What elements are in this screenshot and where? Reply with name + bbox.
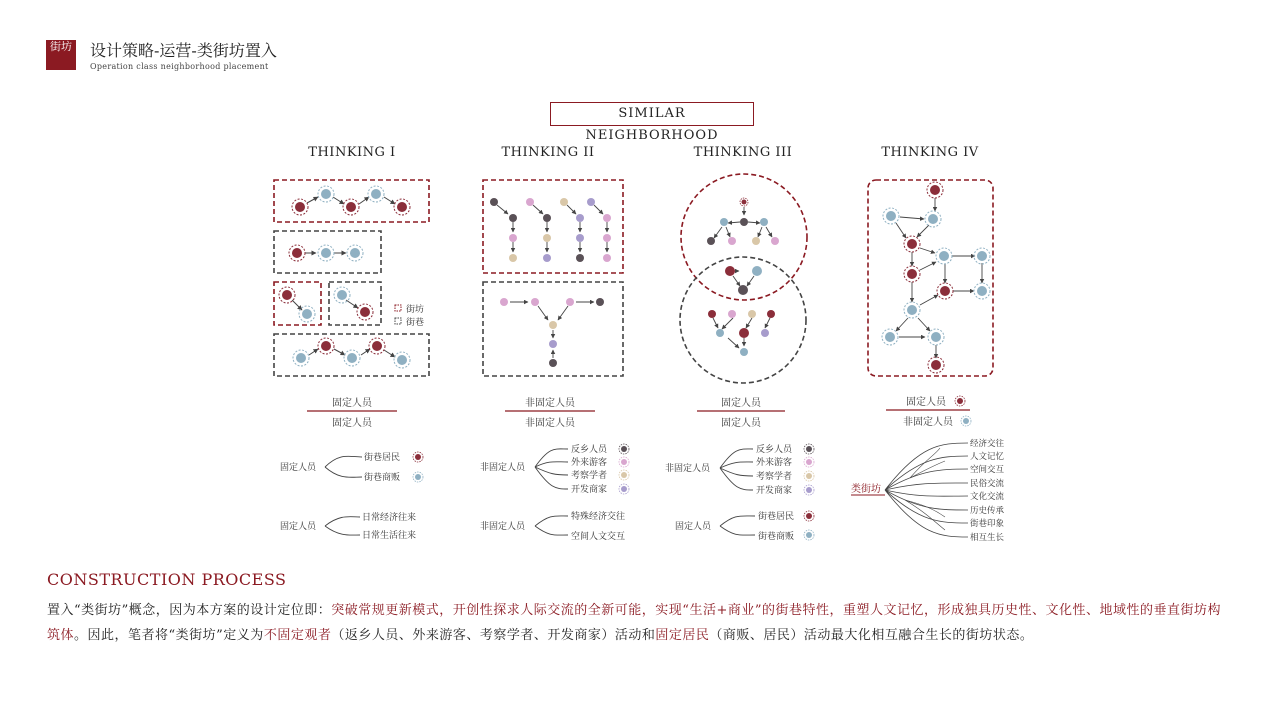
caption-2-bottom: 非固定人员: [525, 418, 575, 429]
tree-root: 类街坊: [851, 484, 881, 495]
para-seg: 。因此，笔者将“类街坊”定义为: [74, 628, 264, 643]
para-seg-highlight: 固定居民: [655, 628, 710, 643]
captions: [307, 395, 971, 429]
tree-leaf: 人文记忆: [970, 452, 1005, 462]
tree-leaf: 开发商家: [756, 486, 793, 496]
tree-leaf: 考察学者: [756, 472, 793, 482]
tree-leaf: 文化交流: [970, 492, 1005, 502]
construction-title: CONSTRUCTION PROCESS: [47, 570, 287, 589]
tree-leaf: 民俗交流: [970, 479, 1005, 489]
tree-leaf: 日常经济往来: [362, 513, 417, 523]
legend: [395, 303, 424, 328]
thinking-3-diagram: [680, 174, 807, 383]
tree-root: 固定人员: [675, 522, 712, 532]
caption-1-top: 固定人员: [332, 398, 372, 409]
tree-leaf: 外来游客: [756, 458, 793, 468]
construction-paragraph: [47, 598, 1232, 648]
thinking-4-title: THINKING IV: [881, 145, 979, 160]
tree-leaf: 空间人文交互: [571, 532, 626, 542]
square-circle: [681, 174, 807, 300]
caption-4-top: 固定人员: [906, 397, 946, 408]
page-title: 设计策略-运营-类街坊置入: [90, 41, 277, 60]
tree-1a: [280, 451, 423, 483]
para-seg-highlight: 不固定观者: [263, 628, 332, 643]
tree-leaf: 反乡人员: [756, 445, 793, 455]
similar-neighborhood-badge: SIMILAR NEIGHBORHOOD: [550, 102, 754, 126]
tree-3b: [675, 510, 814, 542]
para-seg: （返乡人员、外来游客、考察学者、开发商家）活动和: [331, 628, 656, 643]
tree-leaf: 经济交往: [970, 439, 1005, 449]
tree-leaf: 街巷居民: [758, 512, 795, 522]
tree-root: 固定人员: [280, 522, 317, 532]
tree-leaf: 街巷居民: [364, 453, 401, 463]
tree-root: 非固定人员: [480, 463, 526, 473]
caption-4-bottom: 非固定人员: [903, 417, 953, 428]
tree-leaf: 街巷印象: [970, 519, 1005, 529]
tree-3a: [665, 443, 814, 496]
tree-leaf: 反乡人员: [571, 445, 608, 455]
tree-leaf: 特殊经济交往: [571, 512, 626, 522]
page-subtitle: Operation class neighborhood placement: [90, 62, 269, 71]
tree-root: 非固定人员: [665, 464, 711, 474]
thinking-1-diagram: [274, 180, 429, 376]
caption-2-top: 非固定人员: [525, 398, 575, 409]
para-seg-highlight: 突破常规更新模式，开创性探求人际交流的全新可能，实现“生活+商业”的街巷特性，重塑人文记忆，形成独具历史性、文化性、地域性的垂直街坊构筑体: [47, 603, 1221, 643]
caption-1-bottom: 固定人员: [332, 418, 372, 429]
legend-lane-swatch: [395, 318, 401, 324]
square-box: [274, 180, 429, 222]
tree-leaf: 空间交互: [970, 465, 1005, 475]
para-seg: 置入“类街坊”概念，因为本方案的设计定位即：: [47, 603, 332, 618]
legend-square-swatch: [395, 305, 401, 311]
node-group: [279, 186, 410, 368]
tree-root: 非固定人员: [480, 522, 526, 532]
tree-leaf: 开发商家: [571, 485, 608, 495]
tree-4: [851, 438, 1005, 543]
tree-2a: [480, 443, 629, 495]
para-seg: （商贩、居民）活动最大化相互融合生长的街坊状态。: [709, 628, 1034, 643]
thinking-2-diagram: [483, 180, 623, 376]
tree-leaf: 街巷商贩: [758, 532, 795, 542]
logo: 街坊: [46, 40, 76, 70]
legend-square-label: 街坊: [406, 305, 425, 315]
caption-3-bottom: 固定人员: [721, 418, 761, 429]
tree-leaf: 相互生长: [970, 533, 1005, 543]
legend-lane-label: 街巷: [406, 318, 425, 328]
tree-2b: [480, 510, 625, 542]
lane-circle: [680, 257, 806, 383]
caption-3-top: 固定人员: [721, 398, 761, 409]
thinking-1-title: THINKING I: [308, 145, 396, 160]
tree-leaf: 街巷商贩: [364, 473, 401, 483]
tree-leaf: 考察学者: [571, 471, 608, 481]
square-box: [483, 180, 623, 273]
thinking-3-title: THINKING III: [693, 145, 793, 160]
tree-root: 固定人员: [280, 463, 317, 473]
tree-1b: [280, 511, 416, 541]
tree-leaf: 历史传承: [970, 506, 1005, 516]
thinking-4-diagram: [868, 180, 993, 376]
tree-leaf: 外来游客: [571, 458, 608, 468]
tree-leaf: 日常生活往来: [362, 531, 417, 541]
thinking-2-title: THINKING II: [501, 145, 595, 160]
